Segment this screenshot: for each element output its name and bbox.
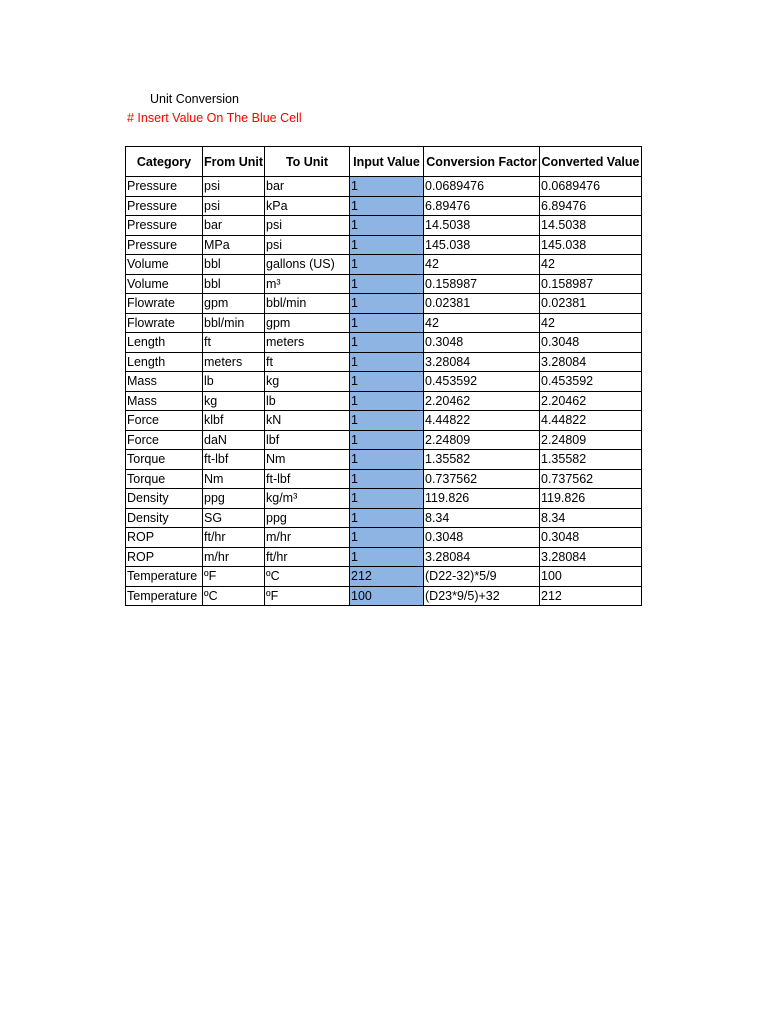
cell-category: Length [126, 333, 203, 353]
cell-converted-value: 42 [540, 255, 642, 275]
cell-category: Temperature [126, 586, 203, 606]
table-row [126, 430, 642, 450]
header-to-unit: To Unit [265, 147, 350, 177]
cell-to-unit: gallons (US) [265, 255, 350, 275]
cell-input-value[interactable]: 100 [350, 586, 424, 606]
cell-from-unit: kg [203, 391, 265, 411]
cell-to-unit: ppg [265, 508, 350, 528]
cell-conversion-factor: 0.737562 [424, 469, 540, 489]
cell-input-value[interactable]: 1 [350, 255, 424, 275]
cell-from-unit: bbl [203, 274, 265, 294]
table-row [126, 450, 642, 470]
cell-from-unit: ppg [203, 489, 265, 509]
cell-conversion-factor: 119.826 [424, 489, 540, 509]
cell-conversion-factor: 1.35582 [424, 450, 540, 470]
cell-from-unit: ft-lbf [203, 450, 265, 470]
table-body [126, 177, 642, 606]
table-row [126, 372, 642, 392]
cell-input-value[interactable]: 1 [350, 450, 424, 470]
cell-converted-value: 4.44822 [540, 411, 642, 431]
table-row [126, 352, 642, 372]
cell-conversion-factor: (D22-32)*5/9 [424, 567, 540, 587]
cell-input-value[interactable]: 1 [350, 391, 424, 411]
cell-to-unit: kPa [265, 196, 350, 216]
cell-to-unit: ft-lbf [265, 469, 350, 489]
cell-from-unit: MPa [203, 235, 265, 255]
cell-category: Torque [126, 469, 203, 489]
cell-from-unit: SG [203, 508, 265, 528]
document-title: Unit Conversion [150, 92, 239, 106]
cell-to-unit: m/hr [265, 528, 350, 548]
cell-category: Flowrate [126, 313, 203, 333]
cell-category: Density [126, 508, 203, 528]
cell-conversion-factor: 14.5038 [424, 216, 540, 236]
cell-category: ROP [126, 547, 203, 567]
cell-to-unit: ºC [265, 567, 350, 587]
cell-category: Force [126, 430, 203, 450]
table-row [126, 469, 642, 489]
cell-category: Torque [126, 450, 203, 470]
cell-converted-value: 2.20462 [540, 391, 642, 411]
cell-converted-value: 212 [540, 586, 642, 606]
cell-conversion-factor: 0.158987 [424, 274, 540, 294]
cell-input-value[interactable]: 1 [350, 430, 424, 450]
cell-converted-value: 14.5038 [540, 216, 642, 236]
cell-from-unit: psi [203, 177, 265, 197]
cell-input-value[interactable]: 1 [350, 469, 424, 489]
cell-input-value[interactable]: 212 [350, 567, 424, 587]
cell-to-unit: kg/m³ [265, 489, 350, 509]
table-row [126, 528, 642, 548]
cell-conversion-factor: 42 [424, 255, 540, 275]
cell-to-unit: lbf [265, 430, 350, 450]
cell-from-unit: gpm [203, 294, 265, 314]
cell-category: Mass [126, 391, 203, 411]
cell-category: Volume [126, 274, 203, 294]
cell-conversion-factor: 0.3048 [424, 528, 540, 548]
cell-converted-value: 100 [540, 567, 642, 587]
cell-from-unit: bar [203, 216, 265, 236]
table-row [126, 391, 642, 411]
cell-from-unit: ft/hr [203, 528, 265, 548]
cell-converted-value: 0.737562 [540, 469, 642, 489]
table-row [126, 586, 642, 606]
cell-category: Length [126, 352, 203, 372]
cell-conversion-factor: 0.3048 [424, 333, 540, 353]
cell-from-unit: ºF [203, 567, 265, 587]
cell-conversion-factor: 0.453592 [424, 372, 540, 392]
cell-conversion-factor: 8.34 [424, 508, 540, 528]
conversion-table [125, 146, 642, 606]
cell-category: Mass [126, 372, 203, 392]
cell-from-unit: bbl [203, 255, 265, 275]
cell-conversion-factor: 145.038 [424, 235, 540, 255]
cell-category: ROP [126, 528, 203, 548]
header-from-unit: From Unit [203, 147, 265, 177]
table-row [126, 333, 642, 353]
cell-input-value[interactable]: 1 [350, 352, 424, 372]
cell-input-value[interactable]: 1 [350, 274, 424, 294]
cell-category: Force [126, 411, 203, 431]
cell-converted-value: 0.3048 [540, 333, 642, 353]
cell-category: Pressure [126, 235, 203, 255]
cell-category: Pressure [126, 216, 203, 236]
table-row [126, 294, 642, 314]
cell-converted-value: 2.24809 [540, 430, 642, 450]
cell-input-value[interactable]: 1 [350, 411, 424, 431]
cell-converted-value: 119.826 [540, 489, 642, 509]
cell-input-value[interactable]: 1 [350, 216, 424, 236]
table-row [126, 489, 642, 509]
table-row [126, 235, 642, 255]
cell-category: Density [126, 489, 203, 509]
cell-conversion-factor: 0.02381 [424, 294, 540, 314]
table-row [126, 313, 642, 333]
header-input-value: Input Value [350, 147, 424, 177]
table-row [126, 255, 642, 275]
cell-category: Volume [126, 255, 203, 275]
cell-from-unit: lb [203, 372, 265, 392]
cell-category: Temperature [126, 567, 203, 587]
cell-converted-value: 0.453592 [540, 372, 642, 392]
table-row [126, 177, 642, 197]
instruction-note: # Insert Value On The Blue Cell [127, 111, 302, 125]
cell-conversion-factor: 3.28084 [424, 352, 540, 372]
cell-conversion-factor: 2.24809 [424, 430, 540, 450]
cell-to-unit: kg [265, 372, 350, 392]
cell-from-unit: bbl/min [203, 313, 265, 333]
cell-converted-value: 0.3048 [540, 528, 642, 548]
cell-converted-value: 42 [540, 313, 642, 333]
cell-input-value[interactable]: 1 [350, 508, 424, 528]
table-row [126, 547, 642, 567]
header-category: Category [126, 147, 203, 177]
cell-from-unit: klbf [203, 411, 265, 431]
cell-conversion-factor: 2.20462 [424, 391, 540, 411]
header-conversion-factor: Conversion Factor [424, 147, 540, 177]
cell-to-unit: psi [265, 235, 350, 255]
cell-from-unit: Nm [203, 469, 265, 489]
cell-input-value[interactable]: 1 [350, 235, 424, 255]
cell-input-value[interactable]: 1 [350, 333, 424, 353]
cell-to-unit: meters [265, 333, 350, 353]
cell-from-unit: psi [203, 196, 265, 216]
table-row [126, 274, 642, 294]
cell-category: Flowrate [126, 294, 203, 314]
cell-converted-value: 145.038 [540, 235, 642, 255]
cell-input-value[interactable]: 1 [350, 313, 424, 333]
cell-from-unit: daN [203, 430, 265, 450]
cell-to-unit: kN [265, 411, 350, 431]
cell-input-value[interactable]: 1 [350, 177, 424, 197]
cell-converted-value: 6.89476 [540, 196, 642, 216]
cell-converted-value: 0.158987 [540, 274, 642, 294]
cell-to-unit: m³ [265, 274, 350, 294]
cell-converted-value: 3.28084 [540, 352, 642, 372]
cell-from-unit: meters [203, 352, 265, 372]
table-row [126, 196, 642, 216]
cell-from-unit: m/hr [203, 547, 265, 567]
table-row [126, 508, 642, 528]
header-converted-value: Converted Value [540, 147, 642, 177]
cell-converted-value: 8.34 [540, 508, 642, 528]
cell-category: Pressure [126, 196, 203, 216]
cell-conversion-factor: 0.0689476 [424, 177, 540, 197]
cell-conversion-factor: 4.44822 [424, 411, 540, 431]
cell-conversion-factor: 6.89476 [424, 196, 540, 216]
cell-from-unit: ft [203, 333, 265, 353]
table-row [126, 411, 642, 431]
cell-to-unit: ft [265, 352, 350, 372]
cell-converted-value: 0.0689476 [540, 177, 642, 197]
cell-to-unit: ft/hr [265, 547, 350, 567]
cell-to-unit: Nm [265, 450, 350, 470]
cell-input-value[interactable]: 1 [350, 489, 424, 509]
cell-converted-value: 0.02381 [540, 294, 642, 314]
cell-conversion-factor: 3.28084 [424, 547, 540, 567]
cell-to-unit: ºF [265, 586, 350, 606]
table-row [126, 567, 642, 587]
cell-converted-value: 3.28084 [540, 547, 642, 567]
table-header-row [126, 147, 642, 177]
table-row [126, 216, 642, 236]
cell-category: Pressure [126, 177, 203, 197]
cell-input-value[interactable]: 1 [350, 196, 424, 216]
cell-input-value[interactable]: 1 [350, 372, 424, 392]
cell-to-unit: gpm [265, 313, 350, 333]
cell-conversion-factor: (D23*9/5)+32 [424, 586, 540, 606]
cell-input-value[interactable]: 1 [350, 547, 424, 567]
cell-converted-value: 1.35582 [540, 450, 642, 470]
cell-input-value[interactable]: 1 [350, 294, 424, 314]
cell-to-unit: psi [265, 216, 350, 236]
cell-to-unit: bbl/min [265, 294, 350, 314]
cell-from-unit: ºC [203, 586, 265, 606]
cell-to-unit: lb [265, 391, 350, 411]
cell-to-unit: bar [265, 177, 350, 197]
cell-conversion-factor: 42 [424, 313, 540, 333]
cell-input-value[interactable]: 1 [350, 528, 424, 548]
